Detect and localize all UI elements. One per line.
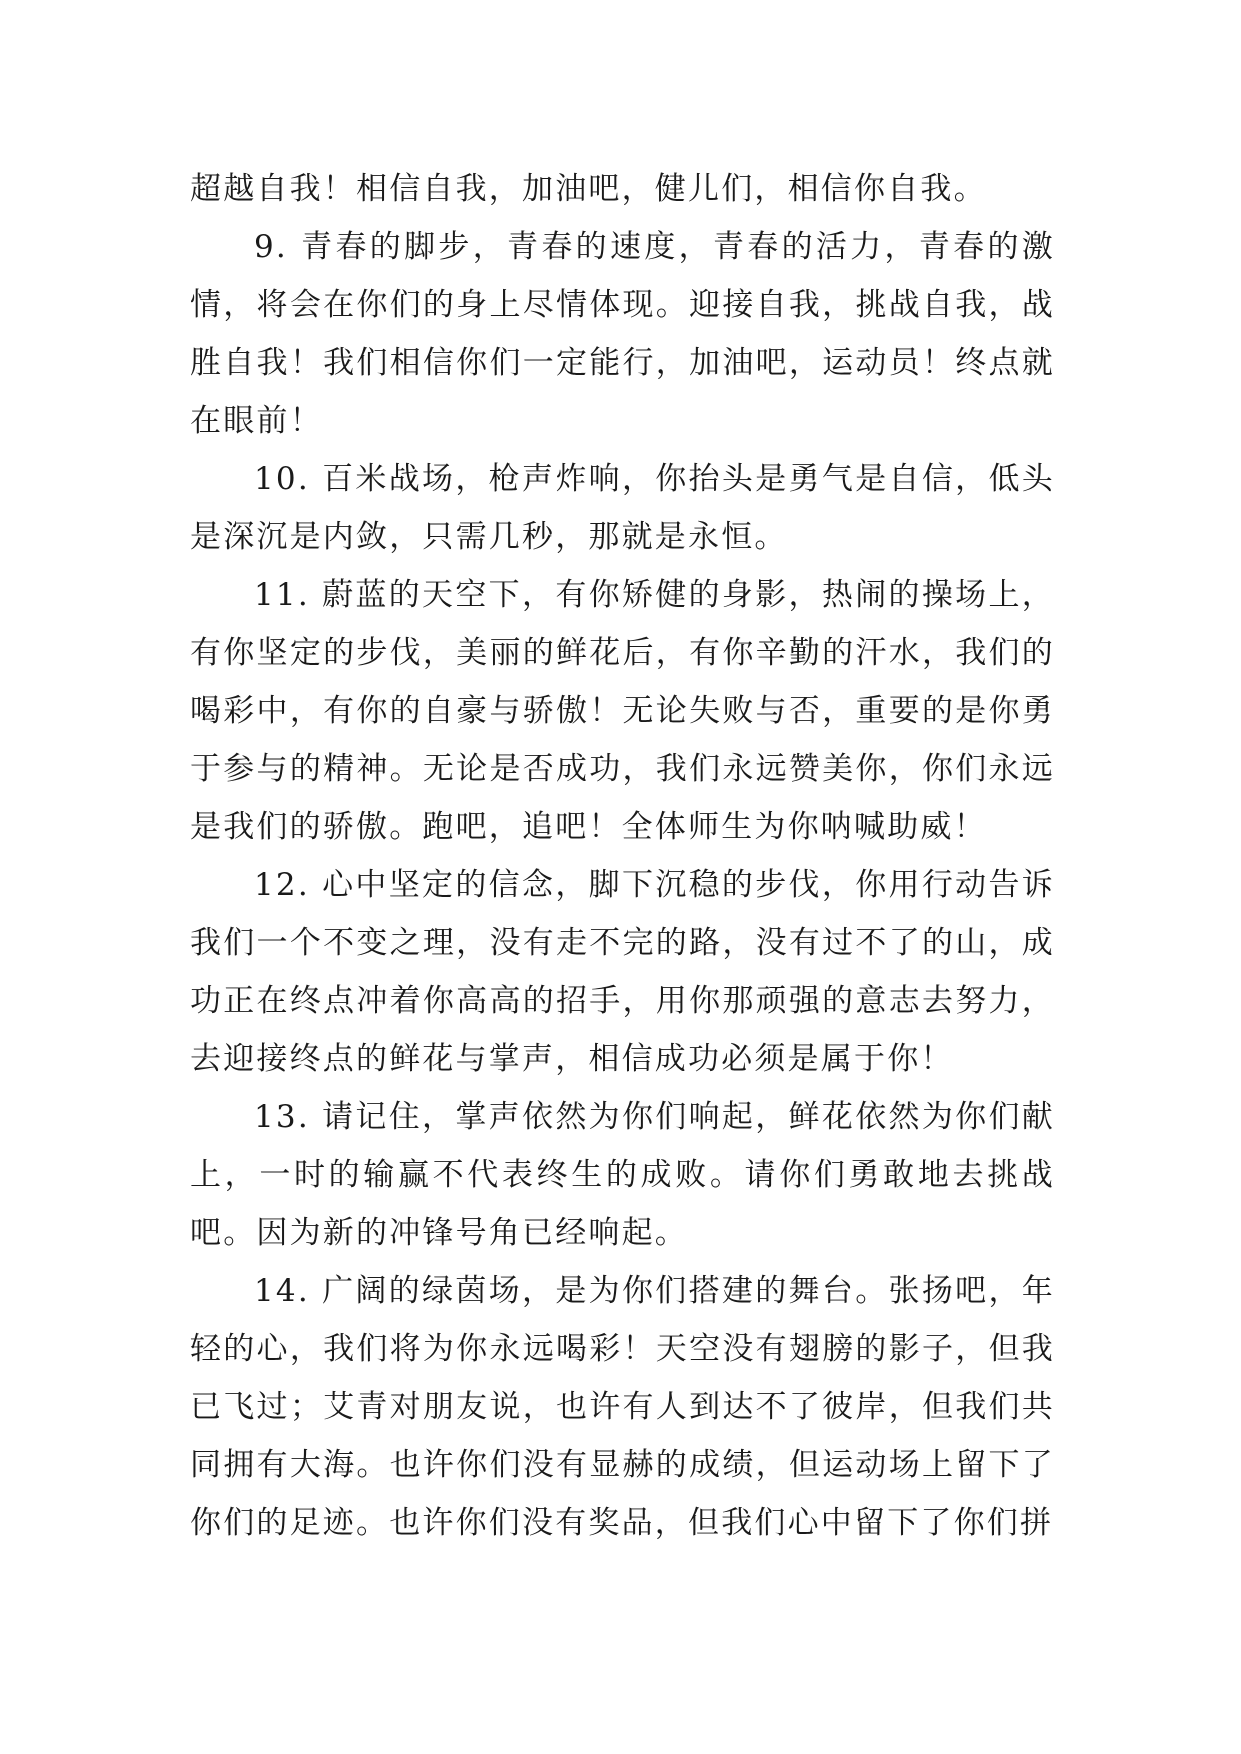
paragraph-item-11: 11. 蔚蓝的天空下，有你矫健的身影，热闹的操场上，有你坚定的步伐，美丽的鲜花后，有你辛勤的汗水，我们的喝彩中，有你的自豪与骄傲！无论失败与否，重要的是你勇于参与的精神。无论是否成功，我们永远赞美你，你们永远是我们的骄傲。跑吧，追吧！全体师生为你呐喊助威！ xyxy=(190,577,1055,845)
paragraph-item-12: 12. 心中坚定的信念，脚下沉稳的步伐，你用行动告诉我们一个不变之理，没有走不完的路，没有过不了的山，成功正在终点冲着你高高的招手，用你那顽强的意志去努力，去迎接终点的鲜花与掌声，相信成功必须是属于你！ xyxy=(190,867,1055,1077)
document-page xyxy=(190,160,1055,1552)
paragraph-item-9: 9. 青春的脚步，青春的速度，青春的活力，青春的激情，将会在你们的身上尽情体现。迎接自我，挑战自我，战胜自我！我们相信你们一定能行，加油吧，运动员！终点就在眼前！ xyxy=(190,229,1055,439)
paragraph-item-14: 14. 广阔的绿茵场，是为你们搭建的舞台。张扬吧，年轻的心，我们将为你永远喝彩！天空没有翅膀的影子，但我已飞过；艾青对朋友说，也许有人到达不了彼岸，但我们共同拥有大海。也许你们没有显赫的成绩，但运动场上留下了你们的足迹。也许你们没有奖品，但我们心中留下了你们拼 xyxy=(190,1273,1055,1541)
paragraph-item-13: 13. 请记住，掌声依然为你们响起，鲜花依然为你们献上，一时的输赢不代表终生的成败。请你们勇敢地去挑战吧。因为新的冲锋号角已经响起。 xyxy=(190,1099,1055,1251)
paragraph-item-10: 10. 百米战场，枪声炸响，你抬头是勇气是自信，低头是深沉是内敛，只需几秒，那就是永恒。 xyxy=(190,461,1055,555)
paragraph-continuation: 超越自我！相信自我，加油吧，健儿们，相信你自我。 xyxy=(190,171,987,207)
